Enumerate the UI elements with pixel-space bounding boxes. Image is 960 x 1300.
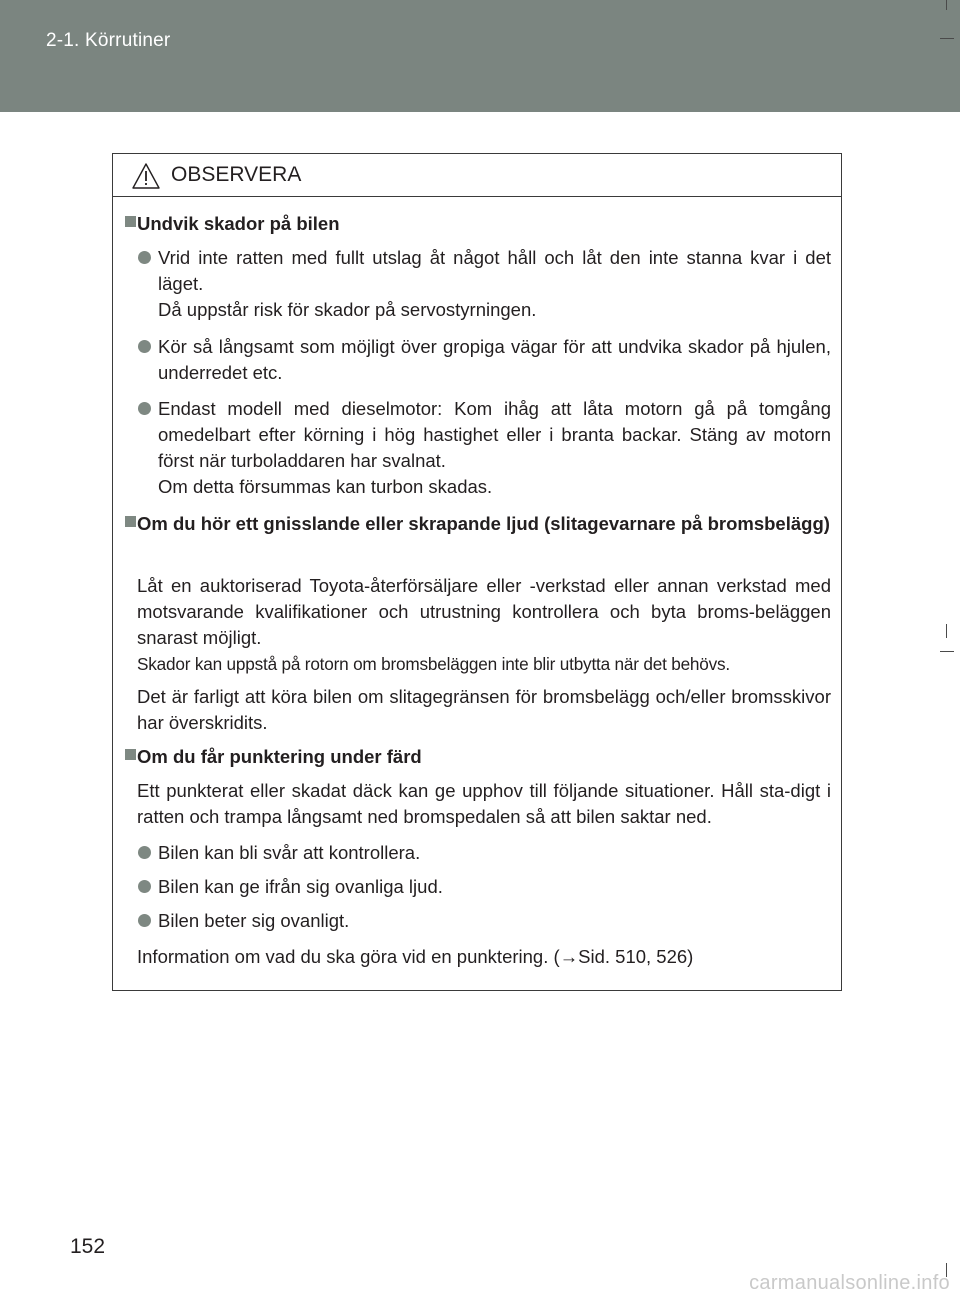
square-bullet-icon [125,216,136,227]
crop-mark [946,624,947,638]
crop-mark [946,0,947,10]
section-title: 2-1. Körrutiner [46,30,171,51]
warning-title: OBSERVERA [171,163,302,186]
bullet-item: Endast modell med dieselmotor: Kom ihåg att låta motorn gå på tomgång omedelbart efter körning i hög hastighet eller i branta backar. Stäng av motorn först när turboladdaren har svalnat. Om detta försummas kan turbon skadas. [158,396,831,500]
page-header [0,0,960,112]
paragraph: Det är farligt att köra bilen om slitagegränsen för bromsbelägg och/eller bromsskivor har överskridits. [137,686,831,733]
section-heading: Om du hör ett gnisslande eller skrapande ljud (slitagevarnare på bromsbelägg) [137,510,831,537]
crop-mark [940,38,954,39]
bullet-item: Bilen kan ge ifrån sig ovanliga ljud. [158,874,831,900]
round-bullet-icon [138,880,151,893]
paragraph: Ett punkterat eller skadat däck kan ge upphov till följande situationer. Håll sta-digt i ratten och trampa långsamt ned bromspedalen så att bilen saktar ned. [137,780,831,827]
crop-mark [940,651,954,652]
round-bullet-icon [138,846,151,859]
square-bullet-icon [125,749,136,760]
round-bullet-icon [138,402,151,415]
bullet-item: Kör så långsamt som möjligt över gropiga vägar för att undvika skador på hjulen, underredet etc. [158,334,831,386]
bullet-item: Bilen kan bli svår att kontrollera. [158,840,831,866]
page-reference: Information om vad du ska göra vid en punktering. (→Sid. 510, 526) [137,946,694,967]
square-bullet-icon [125,516,136,527]
bullet-item: Bilen beter sig ovanligt. [158,908,831,934]
paragraph: Låt en auktoriserad Toyota-återförsäljare eller -verkstad eller annan verkstad med motsvarande kvalifikationer och utrustning kontrollera och byta broms-beläggen snarast möjligt. Skador kan uppstå på rotorn om bromsbeläggen inte blir utbytta när det behövs. [137,575,831,674]
bullet-item: Vrid inte ratten med fullt utslag åt något håll och låt den inte stanna kvar i det läget. Då uppstår risk för skador på servostyrningen. [158,245,831,323]
round-bullet-icon [138,340,151,353]
round-bullet-icon [138,914,151,927]
warning-header [113,154,841,197]
section-heading: Undvik skador på bilen [137,210,831,237]
page-number: 152 [70,1235,106,1258]
warning-triangle-icon [131,162,161,190]
section-heading: Om du får punktering under färd [137,743,831,770]
watermark: carmanualsonline.info [749,1272,950,1294]
warning-box [112,153,842,991]
round-bullet-icon [138,251,151,264]
